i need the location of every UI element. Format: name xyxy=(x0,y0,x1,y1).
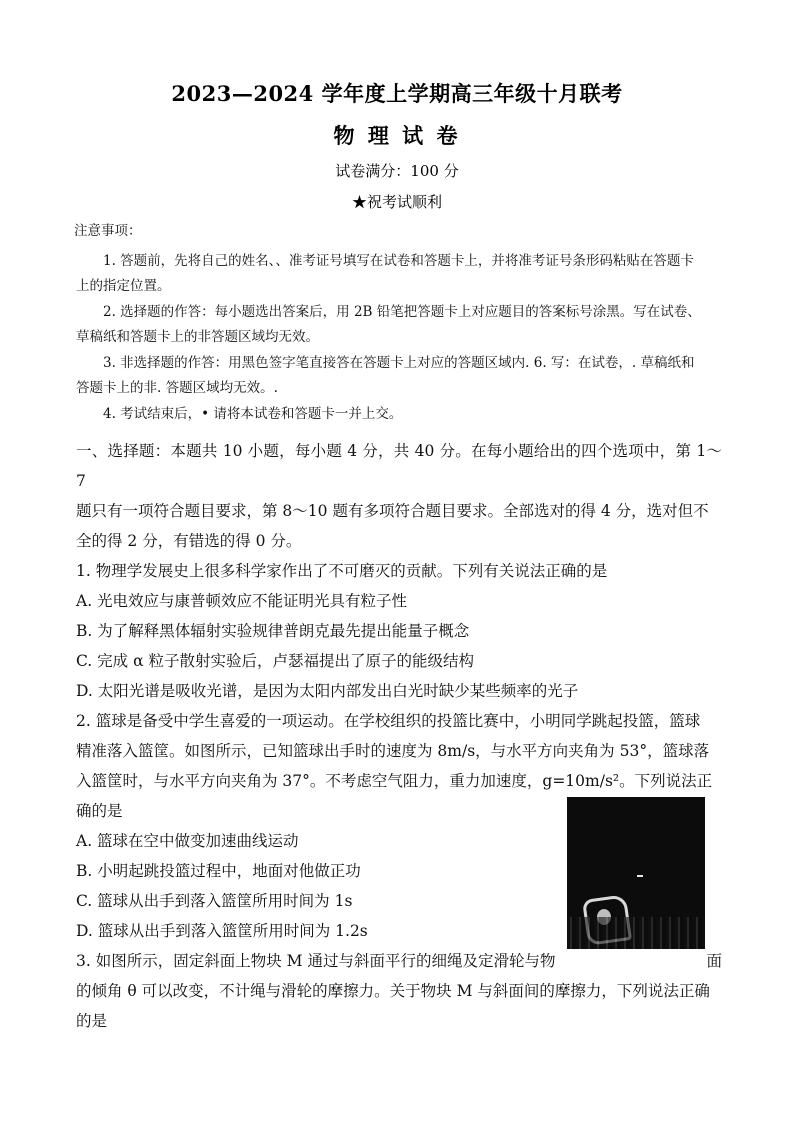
q2-option-d: D. 篮球从出手到落入篮筐所用时间为 1.2s xyxy=(76,922,368,940)
q1-option-a: A. 光电效应与康普顿效应不能证明光具有粒子性 xyxy=(76,592,408,610)
note-4-line-1: 4. 考试结束后，• 请将本试卷和答题卡一并上交。 xyxy=(103,405,403,422)
basketball-figure-image xyxy=(567,797,705,949)
q1-option-d: D. 太阳光谱是吸收光谱，是因为太阳内部发出白光时缺少某些频率的光子 xyxy=(76,682,579,700)
figure-scan-noise xyxy=(567,917,705,949)
q3-stem-line-1 xyxy=(76,946,722,976)
q2-stem-line-1: 2. 篮球是备受中学生喜爱的一项运动。在学校组织的投篮比赛中，小明同学跳起投篮，篮球 xyxy=(76,712,701,730)
note-1-line-1: 1. 答题前，先将自己的姓名、、准考证号填写在试卷和答题卡上，并将准考证号条形码粘贴在答题卡 xyxy=(103,252,694,269)
section-intro-line-1: 一、选择题：本题共 10 小题，每小题 4 分，共 40 分。在每小题给出的四个选项中，第 1～7 xyxy=(76,442,722,490)
q2-option-b: B. 小明起跳投篮过程中，地面对他做正功 xyxy=(76,862,361,880)
note-3-line-2: 答题卡上的非. 答题区域均无效。. xyxy=(76,380,278,396)
q2-option-a: A. 篮球在空中做变加速曲线运动 xyxy=(76,832,299,850)
q2-stem-line-4: 确的是 xyxy=(76,802,123,820)
good-luck-line: ★祝考试顺利 xyxy=(351,193,442,211)
q1-stem: 1. 物理学发展史上很多科学家作出了不可磨灭的贡献。下列有关说法正确的是 xyxy=(76,562,608,580)
exam-title: 2023—2024 学年度上学期高三年级十月联考 xyxy=(171,81,623,106)
note-2-line-2: 草稿纸和答题卡上的非答题区域均无效。 xyxy=(76,329,319,345)
q2-option-c: C. 篮球从出手到落入篮筐所用时间为 1s xyxy=(76,892,353,910)
q2-stem-line-2: 精准落入篮筐。如图所示，已知篮球出手时的速度为 8m/s，与水平方向夹角为 53°，篮球落 xyxy=(76,742,710,760)
figure-ball-mark xyxy=(637,875,643,877)
notes-block xyxy=(76,220,726,426)
q1-option-b: B. 为了解释黑体辐射实验规律普朗克最先提出能量子概念 xyxy=(76,622,470,640)
q1-option-c: C. 完成 α 粒子散射实验后，卢瑟福提出了原子的能级结构 xyxy=(76,652,474,670)
q3-stem-line-1-tail: 面 xyxy=(706,952,722,970)
notes-heading: 注意事项： xyxy=(74,223,142,239)
subject-title: 物 理 试 卷 xyxy=(333,123,461,148)
q3-stem-line-2: 的倾角 θ 可以改变，不计绳与滑轮的摩擦力。关于物块 M 与斜面间的摩擦力，下列说法正确 xyxy=(76,982,710,1000)
note-1-line-2: 上的指定位置。 xyxy=(76,278,171,294)
note-3-line-1: 3. 非选择题的作答：用黑色签字笔直接答在答题卡上对应的答题区域内. 6. 写：在试卷，. 草稿纸和 xyxy=(103,354,695,371)
section-intro-line-3: 全的得 2 分，有错选的得 0 分。 xyxy=(76,532,302,550)
q3-stem-line-3: 的是 xyxy=(76,1012,108,1030)
q2-stem-line-3: 入篮筐时，与水平方向夹角为 37°。不考虑空气阻力，重力加速度，g=10m/s²。下列说法正 xyxy=(76,772,713,790)
full-score: 试卷满分：100 分 xyxy=(335,162,459,180)
section-intro-line-2: 题只有一项符合题目要求，第 8～10 题有多项符合题目要求。全部选对的得 4 分，选对但不 xyxy=(76,502,709,520)
note-2-line-1: 2. 选择题的作答：每小题选出答案后，用 2B 铅笔把答题卡上对应题目的答案标号涂黑。写在试卷、 xyxy=(103,303,701,320)
q3-stem-line-1-text: 3. 如图所示，固定斜面上物块 M 通过与斜面平行的细绳及定滑轮与物 xyxy=(76,952,556,970)
